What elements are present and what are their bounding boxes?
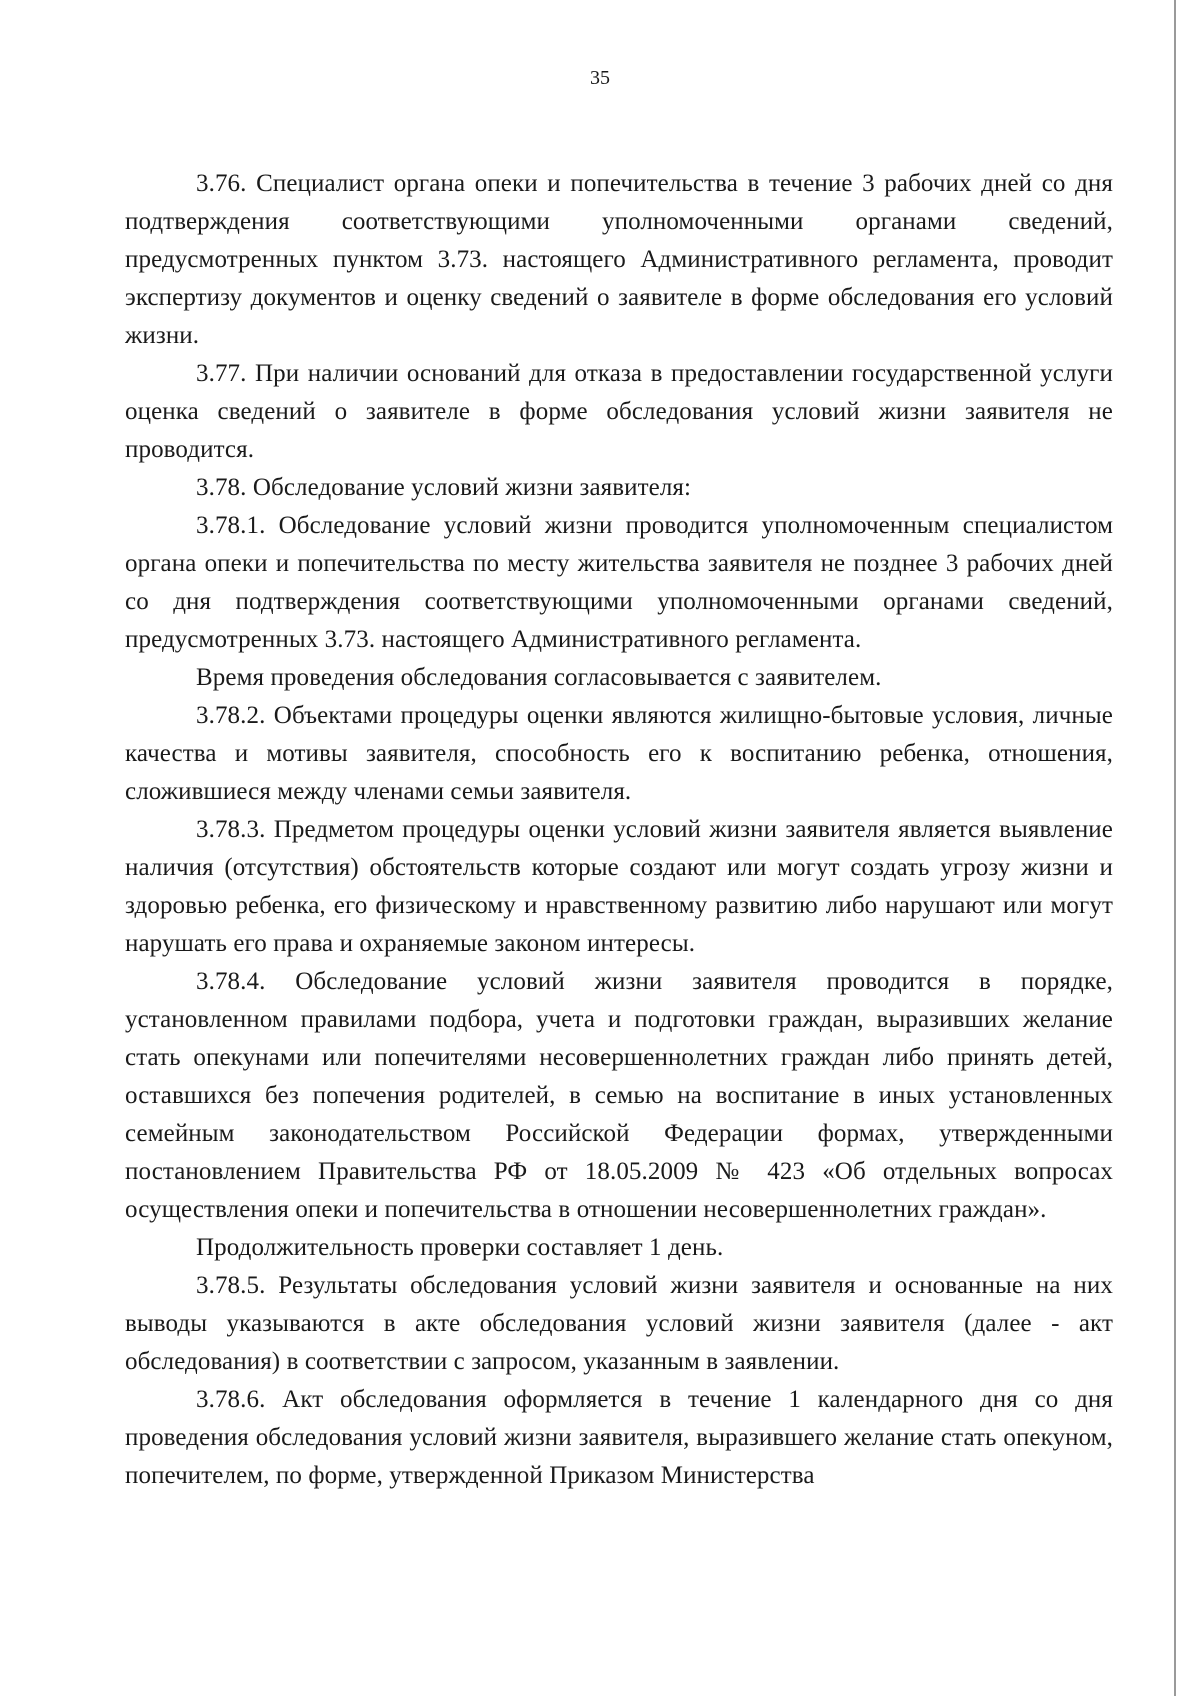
paragraph-check-duration: Продолжительность проверки составляет 1 день. xyxy=(196,1234,724,1261)
page-number: 35 xyxy=(590,67,610,89)
paragraph-3-78-6: 3.78.6. Акт обследования оформляется в течение 1 календарного дня со дня проведения обследования условий жизни заявителя, выразившего желание стать опекуном, попечителем, по форме, утвержденной Приказом Министерства xyxy=(125,1386,1113,1489)
paragraph-3-76: 3.76. Специалист органа опеки и попечительства в течение 3 рабочих дней со дня подтверждения соответствующими уполномоченными органами сведений, предусмотренных пунктом 3.73. настоящего Административного регламента, проводит экспертизу документов и оценку сведений о заявителе в форме обследования его условий жизни. xyxy=(125,170,1113,349)
scan-edge-line xyxy=(1174,0,1176,1696)
document-body xyxy=(125,165,1113,1495)
paragraph-3-78-5: 3.78.5. Результаты обследования условий жизни заявителя и основанные на них выводы указываются в акте обследования условий жизни заявителя (далее - акт обследования) в соответствии с запросом, указанным в заявлении. xyxy=(125,1272,1113,1375)
paragraph-3-78-3: 3.78.3. Предметом процедуры оценки условий жизни заявителя является выявление наличия (отсутствия) обстоятельств которые создают или могут создать угрозу жизни и здоровью ребенка, его физическому и нравственному развитию либо нарушают или могут нарушать его права и охраняемые законом интересы. xyxy=(125,816,1113,957)
paragraph-3-78-4: 3.78.4. Обследование условий жизни заявителя проводится в порядке, установленном правилами подбора, учета и подготовки граждан, выразивших желание стать опекунами или попечителями несовершеннолетних граждан либо принять детей, оставшихся без попечения родителей, в семью на воспитание в иных установленных семейным законодательством Российской Федерации формах, утвержденными постановлением Правительства РФ от 18.05.2009 № 423 «Об отдельных вопросах осуществления опеки и попечительства в отношении несовершеннолетних граждан». xyxy=(125,968,1113,1223)
paragraph-3-77: 3.77. При наличии оснований для отказа в предоставлении государственной услуги оценка сведений о заявителе в форме обследования условий жизни заявителя не проводится. xyxy=(125,360,1113,463)
paragraph-3-78: 3.78. Обследование условий жизни заявителя: xyxy=(196,474,692,501)
paragraph-inspection-time: Время проведения обследования согласовывается с заявителем. xyxy=(196,664,882,691)
paragraph-3-78-2: 3.78.2. Объектами процедуры оценки являются жилищно-бытовые условия, личные качества и мотивы заявителя, способность его к воспитанию ребенка, отношения, сложившиеся между членами семьи заявителя. xyxy=(125,702,1113,805)
paragraph-3-78-1: 3.78.1. Обследование условий жизни проводится уполномоченным специалистом органа опеки и попечительства по месту жительства заявителя не позднее 3 рабочих дней со дня подтверждения соответствующими уполномоченными органами сведений, предусмотренных 3.73. настоящего Административного регламента. xyxy=(125,512,1113,653)
